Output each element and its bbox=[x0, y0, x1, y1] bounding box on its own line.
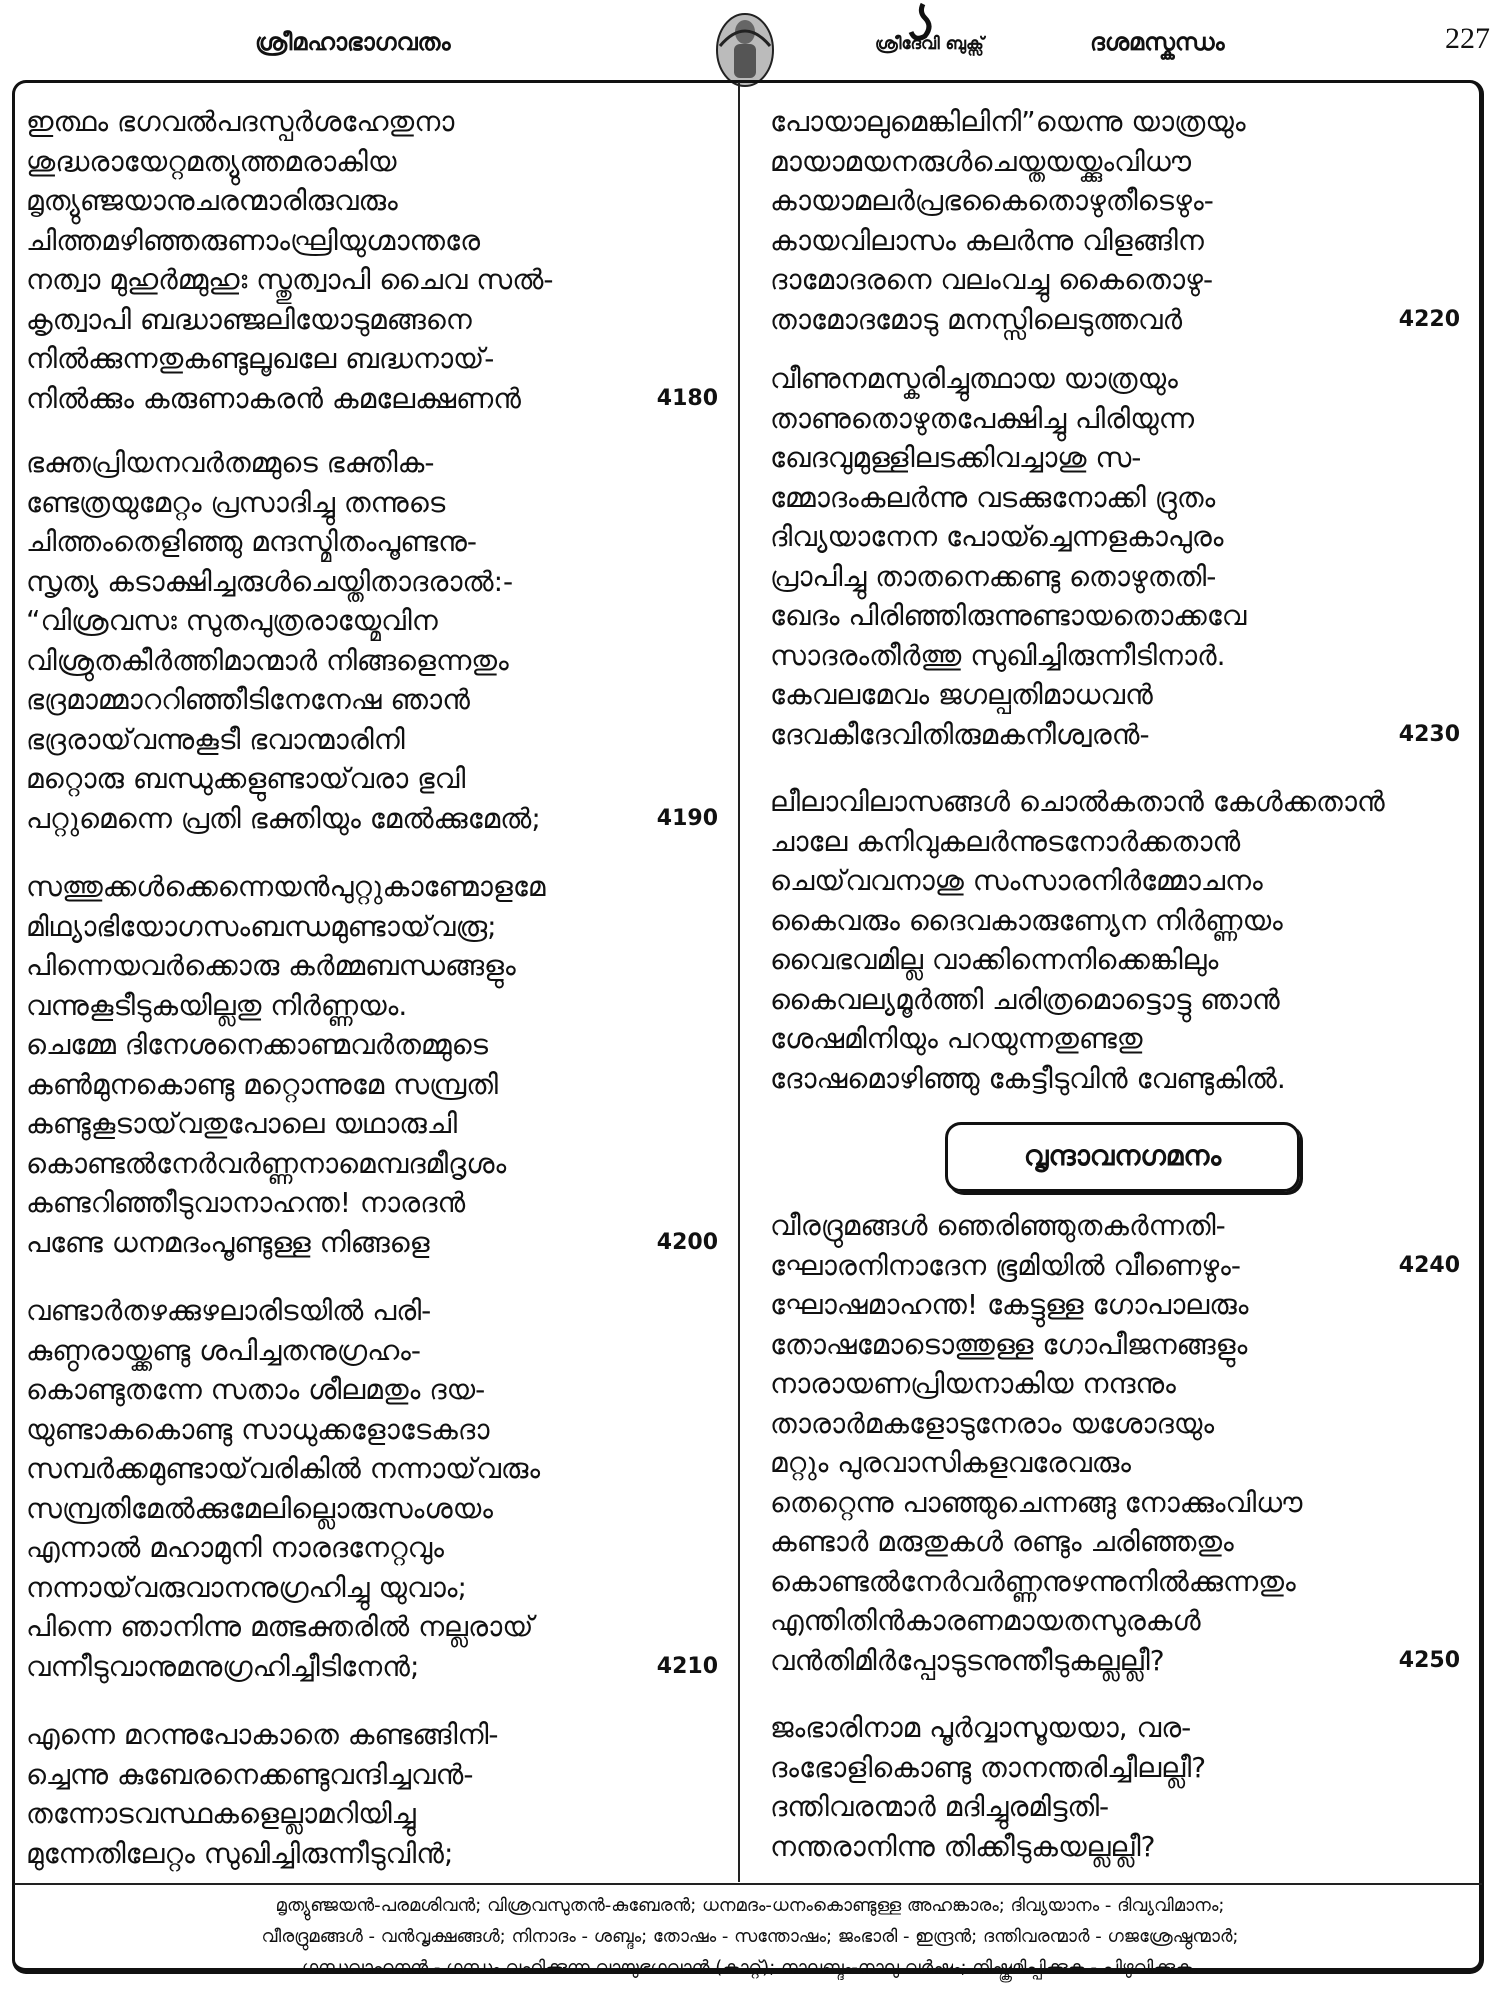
verse-line bbox=[770, 1285, 1460, 1325]
verse-text: സമ്പ്രതിമേൽക്കുമേലില്ലൊരുസംശയം bbox=[26, 1491, 494, 1525]
verse-text: വീണുനമസ്കരിച്ചുത്ഥായ യാത്രയും bbox=[770, 362, 1178, 395]
verse-text: പ്രാപിച്ചു താതനെക്കണ്ടു തൊഴുതതി- bbox=[770, 559, 1217, 593]
verse-line bbox=[770, 1206, 1460, 1246]
verse-text: കണ്ടുകൂടായ്‌വതുപോലെ യഥാരുചി bbox=[26, 1107, 458, 1140]
verse-text: വിശ്രുതകീർത്തിമാന്മാർ നിങ്ങളെന്നതും bbox=[26, 643, 509, 677]
verse-line bbox=[770, 1246, 1460, 1286]
stanza bbox=[26, 443, 718, 838]
stanza bbox=[770, 1708, 1460, 1866]
verse-line bbox=[770, 478, 1460, 518]
verse-line bbox=[26, 1489, 718, 1529]
verse-line bbox=[770, 1601, 1460, 1641]
verse-text: തെറ്റെന്നു പാഞ്ഞുചെന്നങ്ങു നോക്കുംവിധൗ bbox=[770, 1485, 1303, 1519]
verse-text: ഭക്തപ്രിയനവർതമ്മുടെ ഭക്തിക- bbox=[26, 446, 435, 479]
footnote-divider bbox=[14, 1883, 1482, 1885]
verse-line bbox=[26, 1025, 718, 1065]
verse-line bbox=[26, 986, 718, 1026]
verse-text: താണുതൊഴുതപേക്ഷിച്ചു പിരിയുന്ന bbox=[770, 401, 1195, 435]
verse-line bbox=[26, 1183, 718, 1223]
verse-text: എന്തിതിൻകാരണമായതസുരകൾ bbox=[770, 1604, 1201, 1637]
verse-text: ദിവ്യയാനേന പോയ്ച്ചെന്നളകാപുരം bbox=[770, 520, 1224, 553]
verse-line bbox=[770, 181, 1460, 221]
verse-line bbox=[26, 1834, 718, 1874]
verse-text: കൊണ്ടുതന്നേ സതാം ശീലമതും ദയ- bbox=[26, 1373, 486, 1406]
verse-text: സൃത്യ കടാക്ഷിച്ചരുൾചെയ്തിതാദരാൽ:- bbox=[26, 564, 514, 598]
verse-line bbox=[770, 1325, 1460, 1365]
verse-line bbox=[26, 181, 718, 221]
verse-line bbox=[26, 483, 718, 523]
verse-text: വന്നീടുവാനുമനുഗ്രഹിച്ചീടിനേൻ; bbox=[26, 1649, 420, 1683]
verse-text: ദാമോദരനെ വലംവച്ചു കൈതൊഴു- bbox=[770, 263, 1214, 296]
verse-line bbox=[26, 1370, 718, 1410]
verse-line bbox=[26, 522, 718, 562]
verse-text: കൊണ്ടൽനേർവർണ്ണനുഴന്നുനിൽക്കുന്നതും bbox=[770, 1564, 1296, 1598]
verse-text: കൊണ്ടൽനേർവർണ്ണനാമെമ്പദമീദൃശം bbox=[26, 1146, 507, 1180]
verse-text: “വിശ്രവസഃ സുതപുത്രരായ്മേവിന bbox=[26, 604, 438, 637]
verse-text: വണ്ടാർതഴക്കുഴലാരിടയിൽ പരി- bbox=[26, 1294, 432, 1327]
verse-text: ചിത്തംതെളിഞ്ഞു മന്ദസ്മിതംപൂണ്ടനു- bbox=[26, 525, 478, 558]
verse-line bbox=[770, 861, 1460, 901]
verse-line bbox=[770, 1019, 1460, 1059]
verse-text: എന്നെ മറന്നുപോകാതെ കണ്ടങ്ങിനി- bbox=[26, 1718, 499, 1751]
verse-line bbox=[770, 1641, 1460, 1681]
verse-text: യുണ്ടാകകൊണ്ടു സാധുക്കളോടേകദാ bbox=[26, 1412, 490, 1446]
verse-line bbox=[26, 641, 718, 681]
verse-text: ഇത്ഥം ഭഗവൽപദസ്പർശഹേതുനാ bbox=[26, 105, 455, 138]
verse-text: തോഷമോടൊത്തുള്ള ഗോപീജനങ്ങളും bbox=[770, 1327, 1248, 1361]
verse-text: ദോഷമൊഴിഞ്ഞു കേട്ടീടുവിൻ വേണ്ടുകിൽ. bbox=[770, 1061, 1286, 1095]
verse-line bbox=[26, 221, 718, 261]
verse-text: കണ്ടാർ മരുതുകൾ രണ്ടും ചരിഞ്ഞതും bbox=[770, 1525, 1234, 1558]
verse-line bbox=[770, 557, 1460, 597]
verse-line bbox=[26, 443, 718, 483]
verse-text: ശേഷമിനിയും പറയുന്നതുണ്ടതു bbox=[770, 1022, 1143, 1055]
verse-line bbox=[770, 901, 1460, 941]
verse-text: ചെമ്മേ ദിനേശനെക്കാണ്മവർതമ്മുടെ bbox=[26, 1028, 489, 1061]
verse-text: സാദരംതീർത്തു സുഖിച്ചിരുന്നീടിനാർ. bbox=[770, 638, 1226, 672]
verse-number: 4240 bbox=[1398, 1252, 1460, 1278]
verse-line bbox=[770, 1748, 1460, 1788]
verse-text: ഭദ്രരായ്‌വന്നുകൂടീ ഭവാന്മാരിനി bbox=[26, 722, 405, 756]
footnote-line: ഗന്ധവാഹനൻ - ഗന്ധം വഹിക്കുന്ന വായുഭഗവാൻ (കാറ്റ്); നാലബ്ദം-നാലു വർഷം; നിഷ്ക്രമിപ്പിക്കുക - പിഴുവിക്കുക. bbox=[301, 1957, 1199, 1978]
verse-line bbox=[770, 260, 1460, 300]
verse-text: പണ്ടേ ധനമദംപൂണ്ടുള്ള നിങ്ങളെ bbox=[26, 1225, 430, 1259]
verse-text: കൃത്വാപി ബദ്ധാഞ്ജലിയോടുമങ്ങനെ bbox=[26, 302, 472, 336]
verse-line bbox=[26, 1607, 718, 1647]
verse-line bbox=[26, 300, 718, 340]
verse-text: എന്നാൽ മഹാമുനി നാരദനേറ്റവും bbox=[26, 1531, 444, 1564]
verse-text: വീരദ്രുമങ്ങൾ ഞെരിഞ്ഞുതകർന്നതി- bbox=[770, 1209, 1226, 1242]
verse-line bbox=[26, 379, 718, 419]
verse-text: കൺമുനകൊണ്ടു മറ്റൊന്നുമേ സമ്പ്രതി bbox=[26, 1067, 498, 1101]
verse-text: നത്വാ മുഹുർമ്മുഹുഃ സ്തുത്വാപി ചൈവ സൽ- bbox=[26, 263, 554, 296]
footnotes bbox=[20, 1890, 1480, 1983]
section-title: ദശമസ്കന്ധം bbox=[1090, 28, 1225, 56]
verse-line bbox=[26, 1528, 718, 1568]
verse-line bbox=[770, 438, 1460, 478]
verse-line bbox=[26, 562, 718, 602]
verse-line bbox=[770, 1827, 1460, 1867]
stanza bbox=[26, 102, 718, 418]
verse-text: മറ്റൊരു ബന്ധുക്കളുണ്ടായ്‌വരാ ഭുവി bbox=[26, 762, 466, 795]
verse-line bbox=[770, 1404, 1460, 1444]
verse-line bbox=[26, 1331, 718, 1371]
verse-text: പറ്റുമെന്നെ പ്രതി ഭക്തിയും മേൽക്കുമേൽ; bbox=[26, 801, 541, 835]
verse-text: വന്നുകൂടീടുകയില്ലതു നിർണ്ണയം. bbox=[26, 988, 408, 1022]
verse-text: കുണ്ഠരായ്ക്കണ്ടു ശപിച്ചതനുഗ്രഹം- bbox=[26, 1333, 422, 1367]
verse-line bbox=[770, 1364, 1460, 1404]
verse-text: ചെയ്‌വവനാശു സംസാരനിർമ്മോചനം bbox=[770, 864, 1263, 897]
verse-text: നിൽക്കും കരുണാകരൻ കമലേക്ഷണൻ bbox=[26, 381, 521, 415]
verse-line bbox=[26, 1144, 718, 1184]
verse-text: വൻതിമിർപ്പോടുടനുന്തീടുകല്ലല്ലീ? bbox=[770, 1643, 1165, 1677]
stanza bbox=[26, 1291, 718, 1686]
verse-text: തന്നോടവസ്ഥകളെല്ലാമറിയിച്ചു bbox=[26, 1797, 416, 1830]
stanza bbox=[770, 1206, 1460, 1680]
footnote-line: വീരദ്രുമങ്ങൾ - വൻവൃക്ഷങ്ങൾ; നിനാദം - ശബ്ദം; തോഷം - സന്തോഷം; ജംഭാരി - ഇന്ദ്രൻ; ദന്തിവരന്മാർ - ഗജശ്രേഷ്ഠന്മാർ; bbox=[261, 1926, 1239, 1947]
verse-line bbox=[26, 1568, 718, 1608]
verse-line bbox=[26, 1223, 718, 1263]
verse-text: താരാർമകളോടുനേരാം യശോദയും bbox=[770, 1406, 1215, 1440]
verse-text: വൈഭവമില്ല വാക്കിന്നെനിക്കെങ്കിലും bbox=[770, 943, 1219, 976]
verse-line bbox=[770, 940, 1460, 980]
verse-line bbox=[26, 946, 718, 986]
footnote-line: മൃത്യുഞ്ജയൻ-പരമശിവൻ; വിശ്രവസുതൻ-കുബേരൻ; ധനമദം-ധനംകൊണ്ടുള്ള അഹങ്കാരം; ദിവ്യയാനം - ദിവ്യവിമാനം; bbox=[275, 1895, 1225, 1916]
verse-text: കായാമലർപ്രഭകൈതൊഴുതീടെഴും- bbox=[770, 184, 1214, 217]
verse-text: ണ്ടേത്രയുമേറ്റം പ്രസാദിച്ചു തന്നുടെ bbox=[26, 485, 446, 519]
verse-text: ഖേദം പിരിഞ്ഞിരുന്നുണ്ടായതൊക്കവേ bbox=[770, 599, 1247, 632]
verse-line bbox=[26, 102, 718, 142]
verse-text: പിന്നെയവർക്കൊരു കർമ്മബന്ധങ്ങളും bbox=[26, 949, 516, 982]
verse-line bbox=[770, 517, 1460, 557]
verse-number: 4230 bbox=[1398, 721, 1460, 747]
verse-text: ദേവകീദേവിതിരുമകനീശ്വരൻ- bbox=[770, 717, 1150, 751]
verse-text: ദന്തിവരന്മാർ മദിച്ചുരമിട്ടതി- bbox=[770, 1790, 1110, 1823]
verse-text: ഘോരനിനാദേന ഭൂമിയിൽ വീണെഴും- bbox=[770, 1248, 1241, 1282]
verse-line bbox=[26, 680, 718, 720]
verse-line bbox=[26, 867, 718, 907]
verse-line bbox=[26, 799, 718, 839]
verse-text: പോയാലുമെങ്കിലിനി”യെന്നു യാത്രയും bbox=[770, 105, 1246, 138]
verse-line bbox=[770, 980, 1460, 1020]
verse-text: മറ്റും പുരവാസികളവരേവരും bbox=[770, 1446, 1132, 1479]
verse-line bbox=[770, 399, 1460, 439]
verse-line bbox=[770, 300, 1460, 340]
verse-line bbox=[770, 715, 1460, 755]
verse-text: മുന്നേതിലേറ്റം സുഖിച്ചിരുന്നീടുവിൻ; bbox=[26, 1836, 454, 1870]
verse-number: 4220 bbox=[1398, 306, 1460, 332]
stanza bbox=[770, 782, 1460, 1098]
deity-emblem-icon bbox=[712, 6, 778, 88]
verse-text: താമോദമോടു മനസ്സിലെടുത്തവർ bbox=[770, 302, 1183, 336]
verse-line bbox=[26, 260, 718, 300]
verse-line bbox=[26, 142, 718, 182]
verse-text: മായാമയനരുൾചെയ്തയയ്ക്കുംവിധൗ bbox=[770, 144, 1192, 178]
verse-line bbox=[26, 759, 718, 799]
verse-number: 4250 bbox=[1398, 1647, 1460, 1673]
verse-line bbox=[770, 1059, 1460, 1099]
verse-line bbox=[26, 907, 718, 947]
stanza bbox=[26, 867, 718, 1262]
verse-line bbox=[26, 1794, 718, 1834]
stanza bbox=[26, 1715, 718, 1873]
verse-text: ഘോഷമാഹന്ത! കേട്ടുള്ള ഗോപാലരും bbox=[770, 1288, 1249, 1321]
publisher-name: ശ്രീദേവി ബുക്സ് bbox=[875, 34, 984, 54]
verse-line bbox=[770, 359, 1460, 399]
verse-line bbox=[770, 1483, 1460, 1523]
verse-text: ലീലാവിലാസങ്ങൾ ചൊൽകതാൻ കേൾക്കതാൻ bbox=[770, 785, 1385, 818]
verse-text: സത്തുക്കൾക്കെന്നെയൻപുറ്റുകാണ്മോളമേ bbox=[26, 870, 546, 903]
verse-text: ശുദ്ധരായേറ്റമത്യുത്തമരാകിയ bbox=[26, 144, 397, 178]
verse-text: ജംഭാരിനാമ പൂർവ്വാസൂയയാ, വര- bbox=[770, 1711, 1192, 1744]
verse-number: 4190 bbox=[656, 805, 718, 831]
verse-text: മിഥ്യാഭിയോഗസംബന്ധമുണ്ടായ്‌വരൂ; bbox=[26, 909, 497, 943]
verse-line bbox=[26, 720, 718, 760]
book-title: ശ്രീമഹാഭാഗവതം bbox=[255, 28, 451, 56]
verse-text: മൃത്യുഞ്ജയാനുചരന്മാരിരുവരും bbox=[26, 184, 398, 217]
verse-text: കണ്ടറിഞ്ഞീടുവാനാഹന്ത! നാരദൻ bbox=[26, 1186, 466, 1219]
verse-text: കേവലമേവം ജഗല്പതിമാധവൻ bbox=[770, 678, 1153, 711]
verse-text: നന്നായ്‌വരുവാനനുഗ്രഹിച്ചു യുവാം; bbox=[26, 1570, 467, 1604]
verse-text: കൈവരും ദൈവകാരുണ്യേന നിർണ്ണയം bbox=[770, 903, 1283, 937]
verse-line bbox=[770, 1522, 1460, 1562]
verse-line bbox=[26, 1291, 718, 1331]
verse-line bbox=[770, 102, 1460, 142]
verse-line bbox=[770, 822, 1460, 862]
page-number: 227 bbox=[1445, 22, 1490, 55]
verse-text: കൈവല്യമൂർത്തി ചരിത്രമൊട്ടൊട്ടു ഞാൻ bbox=[770, 982, 1280, 1016]
verse-text: നിൽക്കുന്നതുകണ്ടുലൂഖലേ ബദ്ധനായ്- bbox=[26, 342, 495, 375]
verse-line bbox=[26, 1104, 718, 1144]
section-heading: വൃന്ദാവനഗമനം bbox=[945, 1122, 1300, 1192]
verse-line bbox=[770, 675, 1460, 715]
verse-text: കായവിലാസം കലർന്നു വിളങ്ങിന bbox=[770, 223, 1204, 257]
verse-line bbox=[26, 601, 718, 641]
verse-line bbox=[26, 1647, 718, 1687]
verse-line bbox=[770, 1562, 1460, 1602]
verse-number: 4180 bbox=[656, 385, 718, 411]
verse-text: ഖേദവുമുള്ളിലടക്കിവച്ചാശു സ- bbox=[770, 441, 1142, 474]
stanza bbox=[770, 102, 1460, 339]
verse-text: ചാലേ കനിവുകലർന്നുടനോർക്കതാൻ bbox=[770, 824, 1241, 858]
verse-text: നാരായണപ്രിയനാകിയ നന്ദനും bbox=[770, 1367, 1176, 1400]
verse-text: മ്മോദംകലർന്നു വടക്കുനോക്കി ദ്രുതം bbox=[770, 480, 1216, 514]
verse-text: സമ്പർക്കമുണ്ടായ്‌വരികിൽ നന്നായ്‌വരും bbox=[26, 1452, 541, 1485]
verse-text: ച്ചെന്നു കുബേരനെക്കണ്ടുവന്ദിച്ചവൻ- bbox=[26, 1757, 474, 1791]
verse-number: 4200 bbox=[656, 1229, 718, 1255]
verse-text: നന്തരാനിന്നു തിക്കീടുകയല്ലല്ലീ? bbox=[770, 1829, 1156, 1863]
verse-line bbox=[26, 1410, 718, 1450]
verse-line bbox=[26, 1449, 718, 1489]
verse-line bbox=[770, 1708, 1460, 1748]
verse-line bbox=[26, 339, 718, 379]
stanza bbox=[770, 359, 1460, 754]
verse-line bbox=[770, 1787, 1460, 1827]
verse-text: ഭദ്രമാമ്മാററിഞ്ഞീടിനേനേഷ ഞാൻ bbox=[26, 683, 470, 716]
verse-text: പിന്നെ ഞാനിന്നു മത്ഭക്തരിൽ നല്ലരായ് bbox=[26, 1610, 534, 1643]
column-divider bbox=[738, 82, 740, 1882]
verse-line bbox=[770, 142, 1460, 182]
verse-text: ദംഭോളികൊണ്ടു താനന്തരിച്ചീലല്ലീ? bbox=[770, 1750, 1207, 1784]
verse-line bbox=[26, 1715, 718, 1755]
verse-line bbox=[770, 1443, 1460, 1483]
verse-line bbox=[26, 1755, 718, 1795]
verse-number: 4210 bbox=[656, 1653, 718, 1679]
verse-line bbox=[26, 1065, 718, 1105]
verse-line bbox=[770, 596, 1460, 636]
verse-line bbox=[770, 782, 1460, 822]
verse-text: ചിത്തമഴിഞ്ഞരുണാംഘ്രിയുഗ്മാന്തരേ bbox=[26, 223, 480, 257]
verse-line bbox=[770, 221, 1460, 261]
verse-line bbox=[770, 636, 1460, 676]
